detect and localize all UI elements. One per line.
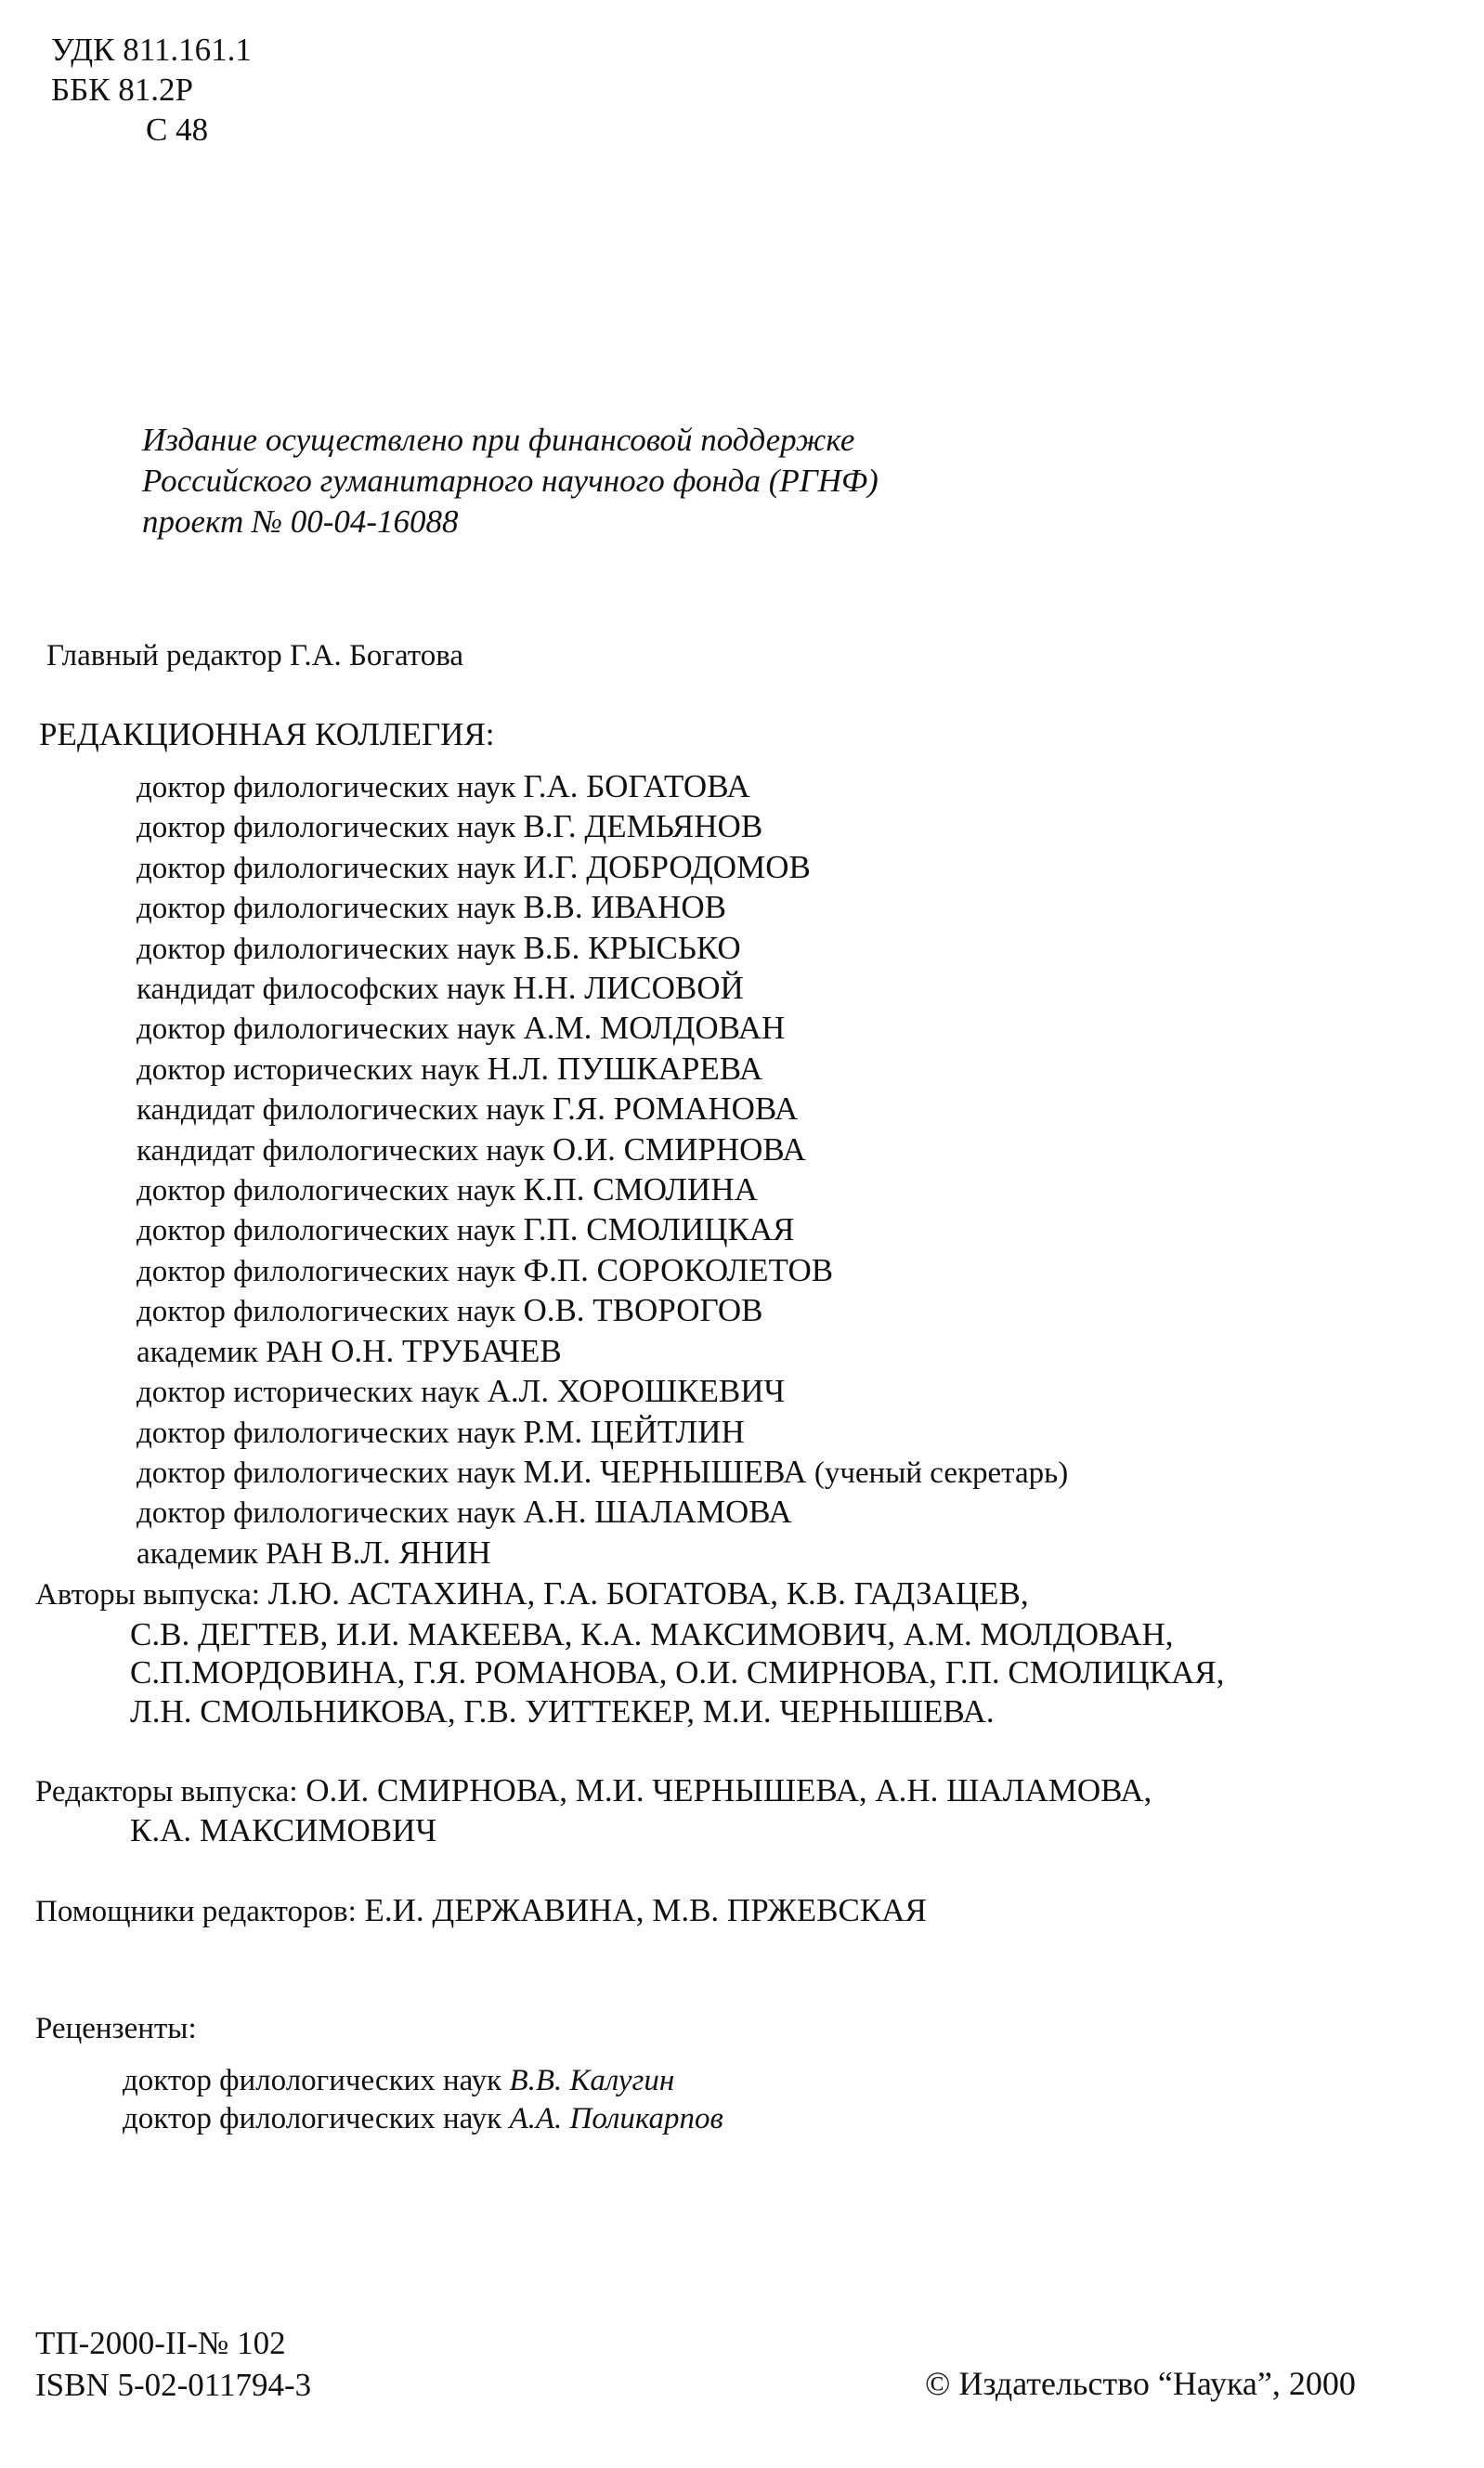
board-member xyxy=(137,1453,1068,1493)
board-member-name: В.Г. ДЕМЬЯНОВ xyxy=(523,808,763,845)
authors-block xyxy=(35,1574,1447,1730)
board-member-degree: доктор филологических наук xyxy=(137,811,516,845)
board-member-name: А.Н. ШАЛАМОВА xyxy=(523,1494,792,1531)
editors-line: К.А. МАКСИМОВИЧ xyxy=(130,1812,437,1848)
board-member-name: О.В. ТВОРОГОВ xyxy=(523,1292,763,1329)
board-member xyxy=(137,1332,1068,1372)
board-member-name: В.В. ИВАНОВ xyxy=(523,889,726,926)
funding-line: Российского гуманитарного научного фонда (РГНФ) xyxy=(142,463,879,499)
isbn: ISBN 5-02-011794-3 xyxy=(35,2367,312,2403)
reviewer-name: В.В. Калугин xyxy=(509,2064,675,2097)
bbk-code: ББК 81.2Р xyxy=(51,72,194,108)
board-member xyxy=(137,1413,1068,1453)
copyright: © Издательство “Наука”, 2000 xyxy=(925,2365,1356,2402)
reviewers-title: Рецензенты: xyxy=(35,2012,197,2045)
authors-first-line xyxy=(35,1574,1447,1615)
board-member-degree: доктор филологических наук xyxy=(137,1295,516,1329)
editors-block xyxy=(35,1771,1447,1850)
assistants-block xyxy=(35,1891,927,1931)
board-member-degree: доктор филологических наук xyxy=(137,932,516,966)
board-member-name: Н.Н. ЛИСОВОЙ xyxy=(513,970,744,1007)
board-member-degree: доктор исторических наук xyxy=(137,1376,480,1410)
board-member-degree: доктор исторических наук xyxy=(137,1052,480,1087)
board-member xyxy=(137,1493,1068,1533)
board-member xyxy=(137,888,1068,928)
funding-line: проект № 00-04-16088 xyxy=(142,503,459,540)
board-member-name: К.П. СМОЛИНА xyxy=(523,1171,758,1208)
authors-names: Л.Ю. АСТАХИНА, Г.А. БОГАТОВА, К.В. ГАДЗАЦЕВ, xyxy=(267,1575,1029,1612)
reviewer-item xyxy=(123,2062,723,2100)
reviewer-degree: доктор филологических наук xyxy=(123,2064,502,2097)
board-member-name: О.Н. ТРУБАЧЕВ xyxy=(331,1332,562,1369)
board-member xyxy=(137,848,1068,888)
board-member-name: И.Г. ДОБРОДОМОВ xyxy=(523,848,811,885)
board-member-degree: академик РАН xyxy=(137,1335,323,1369)
board-member-degree: доктор филологических наук xyxy=(137,1496,516,1531)
editors-first-line xyxy=(35,1771,1447,1811)
board-member-name: Р.М. ЦЕЙТЛИН xyxy=(523,1413,745,1450)
board-member-note: (ученый секретарь) xyxy=(814,1456,1069,1490)
classification-codes xyxy=(51,30,252,150)
udk-code: УДК 811.161.1 xyxy=(51,32,252,68)
board-member-degree: кандидат философских наук xyxy=(137,973,506,1007)
author-mark: С 48 xyxy=(146,111,209,148)
board-member xyxy=(137,1210,1068,1250)
board-member xyxy=(137,1130,1068,1170)
board-member xyxy=(137,1090,1068,1130)
board-member xyxy=(137,969,1068,1009)
board-member xyxy=(137,1251,1068,1291)
authors-label: Авторы выпуска: xyxy=(35,1578,260,1612)
board-member-name: А.М. МОЛДОВАН xyxy=(523,1010,786,1047)
board-member-degree: доктор филологических наук xyxy=(137,771,516,804)
board-member xyxy=(137,1534,1068,1574)
board-member-name: В.Б. КРЫСЬКО xyxy=(523,929,741,966)
board-member-degree: доктор филологических наук xyxy=(137,1254,516,1288)
board-member-degree: доктор филологических наук xyxy=(137,1012,516,1047)
board-member-name: Г.Я. РОМАНОВА xyxy=(552,1090,799,1128)
board-member-name: Ф.П. СОРОКОЛЕТОВ xyxy=(523,1251,834,1288)
board-member-degree: доктор филологических наук xyxy=(137,851,516,885)
board-title: РЕДАКЦИОННАЯ КОЛЛЕГИЯ: xyxy=(39,716,495,752)
board-member xyxy=(137,807,1068,847)
funding-note xyxy=(142,420,879,542)
board-member-degree: доктор филологических наук xyxy=(137,1456,516,1490)
board-member-degree: академик РАН xyxy=(137,1536,323,1571)
editors-names: О.И. СМИРНОВА, М.И. ЧЕРНЫШЕВА, А.Н. ШАЛАМОВА, xyxy=(306,1772,1152,1809)
board-member-name: Г.П. СМОЛИЦКАЯ xyxy=(523,1211,795,1248)
board-member-name: О.И. СМИРНОВА xyxy=(552,1130,806,1168)
board-member xyxy=(137,1291,1068,1331)
board-member-name: Г.А. БОГАТОВА xyxy=(523,768,750,804)
board-member xyxy=(137,1009,1068,1049)
board-member-degree: доктор филологических наук xyxy=(137,1416,516,1450)
board-member-name: М.И. ЧЕРНЫШЕВА xyxy=(523,1453,807,1490)
board-member-name: А.Л. ХОРОШКЕВИЧ xyxy=(487,1373,786,1410)
assistants-label: Помощники редакторов: xyxy=(35,1895,357,1928)
board-member-degree: кандидат филологических наук xyxy=(137,1133,545,1168)
authors-line: С.П.МОРДОВИНА, Г.Я. РОМАНОВА, О.И. СМИРНОВА, Г.П. СМОЛИЦКАЯ, xyxy=(130,1654,1225,1691)
board-member-name: В.Л. ЯНИН xyxy=(331,1534,491,1571)
editors-label: Редакторы выпуска: xyxy=(35,1775,298,1809)
board-member-degree: доктор филологических наук xyxy=(137,1174,516,1208)
reviewers-list xyxy=(123,2062,723,2138)
reviewer-item xyxy=(123,2100,723,2138)
authors-line: С.В. ДЕГТЕВ, И.И. МАКЕЕВА, К.А. МАКСИМОВИЧ, А.М. МОЛДОВАН, xyxy=(130,1615,1174,1652)
publication-info xyxy=(35,2322,311,2406)
board-member xyxy=(137,1050,1068,1090)
board-member-degree: доктор филологических наук xyxy=(137,892,516,926)
board-member xyxy=(137,767,1068,807)
board-member-name: Н.Л. ПУШКАРЕВА xyxy=(487,1050,763,1087)
board-member-list xyxy=(137,767,1068,1574)
board-member xyxy=(137,929,1068,969)
authors-line: Л.Н. СМОЛЬНИКОВА, Г.В. УИТТЕКЕР, М.И. ЧЕРНЫШЕВА. xyxy=(130,1692,995,1730)
funding-line: Издание осуществлено при финансовой поддержке xyxy=(142,422,855,458)
chief-editor: Главный редактор Г.А. Богатова xyxy=(46,639,464,672)
board-member xyxy=(137,1170,1068,1210)
reviewer-degree: доктор филологических наук xyxy=(123,2102,502,2135)
reviewer-name: А.А. Поликарпов xyxy=(509,2102,723,2135)
board-member xyxy=(137,1372,1068,1412)
assistants-names: Е.И. ДЕРЖАВИНА, М.В. ПРЖЕВСКАЯ xyxy=(364,1892,927,1928)
board-member-degree: доктор филологических наук xyxy=(137,1214,516,1248)
tp-number: ТП-2000-II-№ 102 xyxy=(35,2325,286,2361)
board-member-degree: кандидат филологических наук xyxy=(137,1093,545,1128)
